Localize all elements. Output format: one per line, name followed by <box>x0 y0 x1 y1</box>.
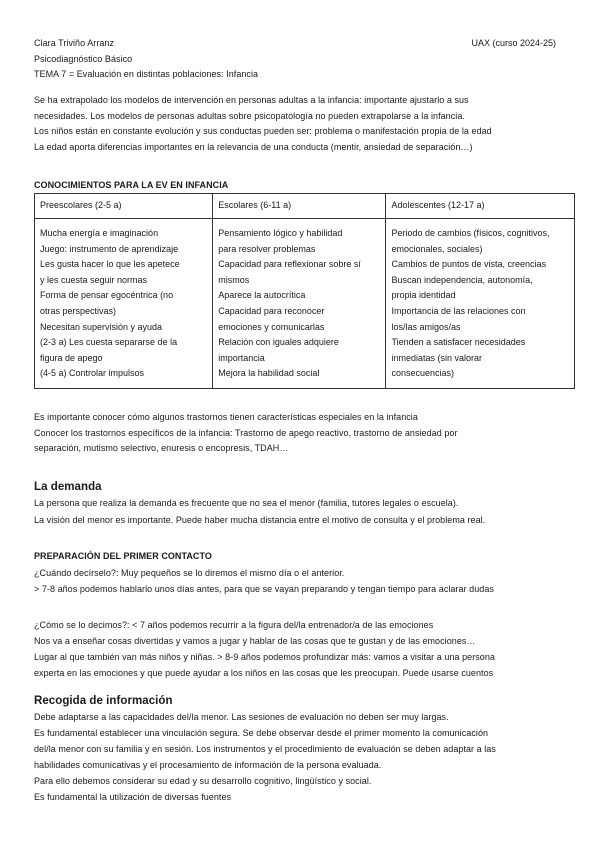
information-line: Debe adaptarse a las capacidades del/la menor. Las sesiones de evaluación no deben ser muy largas. <box>34 712 449 722</box>
list-item: Periodo de cambios (físicos, cognitivos, <box>391 228 550 238</box>
table-header-row <box>35 194 575 219</box>
list-item: Relación con iguales adquiere <box>218 337 339 348</box>
subject-name: Psicodiagnóstico Básico <box>34 54 133 64</box>
section-title-information: Recogida de información <box>34 695 173 707</box>
intro-line: necesidades. Los modelos de personas adultas sobre psicopatología no pueden extrapolarse a la infancia. <box>34 111 465 121</box>
information-line: habilidades comunicativas y el procesamiento de información de la persona evaluada. <box>34 760 382 770</box>
column-header: Preescolares (2-5 a) <box>35 194 213 219</box>
first-contact-line: ¿Cuándo decírselo?: Muy pequeños se lo diremos el mismo día o el anterior. <box>34 568 345 578</box>
intro-line: Se ha extrapolado los modelos de intervención en personas adultas a la infancia: importante ajustarlo a sus <box>34 95 469 105</box>
list-item: Necesitan supervisión y ayuda <box>40 321 163 332</box>
information-line: Es fundamental la utilización de diversas fuentes <box>34 792 232 802</box>
list-item: Juego: instrumento de aprendizaje <box>40 243 179 254</box>
list-item: Mejora la habilidad social <box>218 368 320 379</box>
table-cell-adolescent <box>386 219 575 389</box>
section-title-demand: La demanda <box>34 481 102 493</box>
list-item: emocionales, sociales) <box>391 243 483 254</box>
list-item: (4-5 a) Controlar impulsos <box>40 368 145 379</box>
list-item: emociones y comunicarlas <box>218 321 325 332</box>
list-item: Cambios de puntos de vista, creencias <box>391 259 547 270</box>
list-item: Capacidad para reconocer <box>218 305 325 316</box>
first-contact-line: experta en las emociones y que puede ayudar a los niños en las cosas que les preocupan. Puede usarse cuentos <box>34 668 494 678</box>
list-item: Les gusta hacer lo que les apetece <box>40 259 180 270</box>
list-item: para resolver problemas <box>218 243 316 254</box>
table-cell-preschool <box>35 219 213 389</box>
list-item: importancia <box>218 352 265 363</box>
topic-title: TEMA 7 = Evaluación en distintas poblaciones: Infancia <box>34 69 259 79</box>
disorders-line: separación, mutismo selectivo, enuresis o encopresis, TDAH… <box>34 443 289 453</box>
list-item: inmediatas (sin valorar <box>391 352 483 363</box>
demand-line: La visión del menor es importante. Puede haber mucha distancia entre el motivo de consulta y el problema real. <box>34 515 486 525</box>
demand-line: La persona que realiza la demanda es frecuente que no sea el menor (familia, tutores legales o escuela). <box>34 498 459 508</box>
first-contact-line: Lugar al que también van más niños y niñas. > 8-9 años podemos profundizar más: vamos a visitar a una persona <box>34 652 495 662</box>
information-line: Es fundamental establecer una vinculación segura. Se debe observar desde el primer momento la comunicación <box>34 728 489 738</box>
author-name: Clara Triviño Arranz <box>34 38 115 48</box>
list-item: Mucha energía e imaginación <box>40 228 159 238</box>
first-contact-line: > 7-8 años podemos hablarlo unos días antes, para que se vayan preparando y tengan tiempo para aclarar dudas <box>34 584 494 594</box>
list-item: propia identidad <box>391 290 456 301</box>
disorders-line: Conocer los trastornos específicos de la infancia: Trastorno de apego reactivo, trastorno de ansiedad por <box>34 428 458 438</box>
information-line: Para ello debemos considerar su edad y su desarrollo cognitivo, lingüístico y social. <box>34 776 372 786</box>
section-title-first-contact: PREPARACIÓN DEL PRIMER CONTACTO <box>34 551 212 561</box>
list-item: los/las amigos/as <box>391 321 461 332</box>
disorders-line: Es importante conocer cómo algunos trastornos tienen características especiales en la infancia <box>34 412 418 422</box>
list-item: (2-3 a) Les cuesta separarse de la <box>40 337 178 348</box>
information-line: del/la menor con su familia y en sesión. Los instrumentos y el procedimiento de evaluación se deben adaptar a las <box>34 744 496 754</box>
list-item: Buscan independencia, autonomía, <box>391 274 533 285</box>
list-item: Capacidad para reflexionar sobre sí <box>218 259 361 270</box>
first-contact-line: Nos va a enseñar cosas divertidas y vamos a jugar y hablar de las cosas que te gustan y de las emociones… <box>34 636 476 646</box>
intro-line: Los niños están en constante evolución y sus conductas pueden ser: problema o manifestación propia de la edad <box>34 126 492 136</box>
list-item: y les cuesta seguir normas <box>40 274 148 285</box>
first-contact-line: ¿Cómo se lo decimos?: < 7 años podemos recurrir a la figura del/la entrenador/a de las emociones <box>34 620 434 630</box>
list-item: figura de apego <box>40 352 103 363</box>
table-row <box>35 219 575 389</box>
column-header: Escolares (6-11 a) <box>213 194 386 219</box>
table-cell-school <box>213 219 386 389</box>
list-item: mismos <box>218 274 250 285</box>
section-title-knowledge: CONOCIMIENTOS PARA LA EV EN INFANCIA <box>34 180 229 190</box>
list-item: consecuencias) <box>391 368 455 379</box>
list-item: Forma de pensar egocéntrica (no <box>40 290 174 301</box>
course-label: UAX (curso 2024-25) <box>471 38 556 48</box>
column-header: Adolescentes (12-17 a) <box>386 194 575 219</box>
list-item: Tienden a satisfacer necesidades <box>391 337 526 348</box>
development-stages-table <box>34 193 575 389</box>
list-item: Aparece la autocrítica <box>218 290 306 301</box>
list-item: Pensamiento lógico y habilidad <box>218 228 343 238</box>
intro-line: La edad aporta diferencias importantes en la relevancia de una conducta (mentir, ansiedad de separación…) <box>34 142 473 152</box>
list-item: otras perspectivas) <box>40 305 117 316</box>
list-item: Importancia de las relaciones con <box>391 305 526 316</box>
